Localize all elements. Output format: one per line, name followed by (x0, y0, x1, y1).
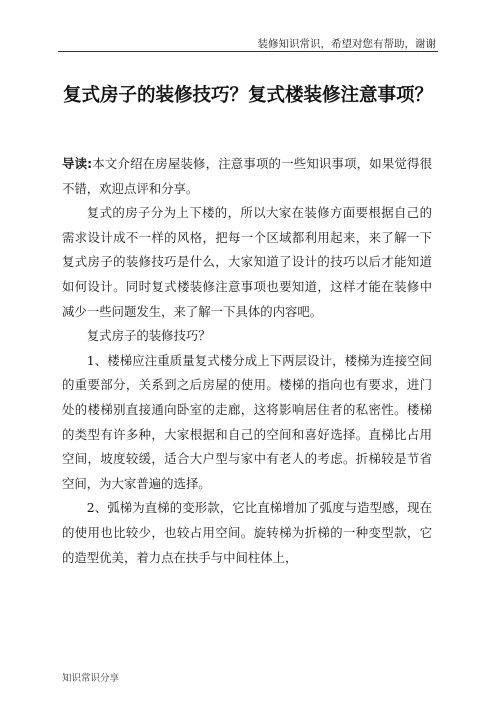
lead-paragraph (62, 152, 432, 201)
running-footer: 知识常识分享 (62, 673, 120, 684)
paragraph-intro: 复式的房子分为上下楼的，所以大家在装修方面要根据自己的需求设计成不一样的风格，把每一个区域都利用起来，来了解一下复式房子的装修技巧是什么，大家知道了设计的技巧以后才能知道如何设计。同时复式楼装修注意事项也要知道，这样才能在装修中减少一些问题发生，来了解一下具体的内容吧。 (62, 205, 432, 319)
paragraph-curved-stairs: 2、弧梯为直梯的变形款，它比直梯增加了弧度与造型感，现在的使用也比较少，也较占用空间。旋转梯为折梯的一种变型款，它的造型优美，着力点在扶手与中间柱体上， (62, 500, 432, 565)
paragraph-stairs: 1、楼梯应注重质量复式楼分成上下两层设计，楼梯为连接空间的重要部分，关系到之后房屋的使用。楼梯的指向也有要求，进门处的楼梯别直接通向卧室的走廊，这将影响居住者的私密性。楼梯的类型有许多种，大家根据和自己的空间和喜好选择。直梯比占用空间，坡度较缓，适合大户型与家中有老人的考虑。折梯较是节省空间，为大家普遍的选择。 (62, 352, 432, 491)
lead-label: 导读: (62, 156, 93, 171)
document-body (62, 152, 432, 570)
document-title: 复式房子的装修技巧？复式楼装修注意事项？ (62, 85, 433, 106)
section-heading: 复式房子的装修技巧？ (86, 328, 211, 344)
running-header: 装修知识常识，希望对您有帮助，谢谢 (257, 38, 436, 50)
lead-text: 本文介绍在房屋装修，注意事项的一些知识事项，如果觉得很不错，欢迎点评和分享。 (62, 156, 432, 196)
header-divider (58, 51, 438, 52)
